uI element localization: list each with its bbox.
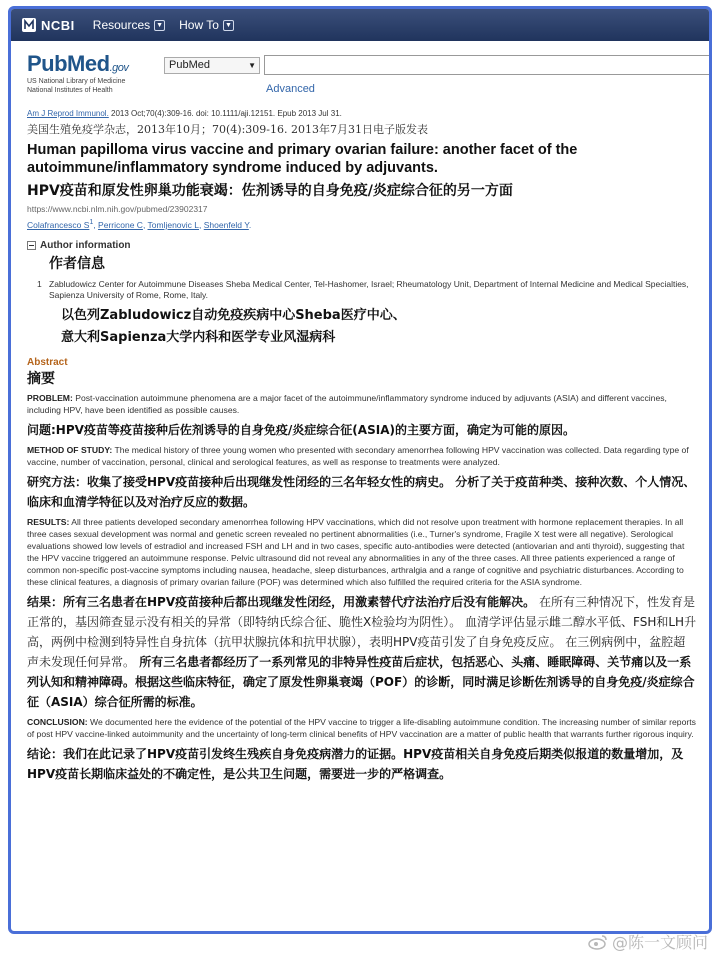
chevron-down-icon: ▼ (223, 20, 234, 31)
author-link[interactable]: Tomljenovic L (147, 219, 200, 230)
results-translation-bold: 所有三名患者都经历了一系列常见的非特异性疫苗后症状，包括恶心、头痛、睡眠障碍、关节痛以及一系列认知和精神障碍。根据这些临床特征，确定了原发性卵巢衰竭（POF）的诊断，同时满足诊断佐剂诱导的自身免疫/炎症综合征（ASIA）综合征所需的标准。 (27, 654, 695, 709)
ncbi-logo-icon (21, 17, 37, 33)
watermark-text: @陈一文顾问 (611, 933, 708, 952)
database-select-value: PubMed (169, 59, 210, 71)
resources-menu[interactable] (93, 18, 165, 32)
author-link[interactable]: Perricone C (98, 219, 143, 230)
author-link[interactable]: Colafrancesco S (27, 219, 90, 230)
affiliation-translation (61, 305, 697, 349)
affiliation-number: 1 (37, 278, 42, 289)
problem-text: Post-vaccination autoimmune phenomena are a major facet of the autoimmune/inflammatory syndrome induced by adjuvants (ASIA) and different vaccines, including HPV, have been identified as possible causes. (27, 392, 667, 415)
results-text: All three patients developed secondary amenorrhea following HPV vaccinations, which did not resolve upon treatment with hormone replacement therapies. In all three cases sexual development was normal and genetic screen revealed no pertinent abnormalities (i.e., Turner's syndrome, Fragile X test were all negative). Serological evaluations showed low levels of estradiol and increased FSH and LH and in two cases, specific auto-antibodies were detected (antiovarian and anti thyroid), suggesting that the HPV vaccine triggered an autoimmune response. Pelvic ultrasound did not reveal any abnormalities in any of the three cases. All three patients experienced a range of common non-specific post-vaccine symptoms including nausea, headache, sleep disturbances, arthralgia and a range of cognitive and psychiatric disturbances. According to these clinical features, a diagnosis of primary ovarian failure (POF) was determined which also fulfilled the required criteria for the ASIA syndrome. (27, 516, 685, 587)
results-label: RESULTS: (27, 516, 70, 527)
results-paragraph (27, 516, 697, 588)
article-title: Human papilloma virus vaccine and primary ovarian failure: another facet of the autoimmune/inflammatory syndrome induced by adjuvants. (27, 142, 578, 176)
author-link[interactable]: Shoenfeld Y (203, 219, 249, 230)
affiliation-translation-line: 以色列Zabludowicz自动免疫疾病中心Sheba医疗中心、 (61, 307, 406, 323)
author-information-translation: 作者信息 (49, 255, 105, 272)
author-affiliation-marker: 1 (89, 218, 94, 226)
collapse-icon (27, 241, 36, 250)
problem-paragraph (27, 392, 697, 416)
affiliation (27, 279, 697, 301)
affiliation-translation-line: 意大利Sapienza大学内科和医学专业风湿病科 (61, 329, 336, 345)
nih-label: National Institutes of Health (27, 87, 113, 94)
article-content (27, 109, 697, 784)
advanced-search-link[interactable]: Advanced (266, 83, 315, 95)
results-translation (27, 592, 697, 712)
citation (27, 109, 697, 118)
results-translation-bold: 结果：所有三名患者在HPV疫苗接种后都出现继发性闭经，用激素替代疗法治疗后没有能解决。 (27, 594, 536, 609)
weibo-watermark (588, 930, 708, 953)
ncbi-topbar (11, 9, 709, 41)
problem-translation: 问题:HPV疫苗等疫苗接种后佐剂诱导的自身免疫/炎症综合征(ASIA)的主要方面，确定为可能的原因。 (27, 422, 575, 437)
article-url: https://www.ncbi.nlm.nih.gov/pubmed/23902317 (27, 204, 208, 214)
author-list: Colafrancesco $S^1$, Perricone C, Tomljenovic L, Shoenfeld Y. (27, 218, 252, 230)
database-select[interactable] (164, 57, 260, 74)
dropdown-arrow-icon: ▼ (248, 61, 256, 70)
conclusion-label: CONCLUSION: (27, 716, 88, 727)
method-label: METHOD OF STUDY: (27, 444, 113, 455)
screenshot-frame (8, 6, 712, 934)
method-paragraph (27, 444, 697, 468)
ncbi-home-link[interactable] (21, 17, 75, 33)
search-input[interactable] (264, 55, 712, 75)
citation-details: 2013 Oct;70(4):309-16. doi: 10.1111/aji.12151. Epub 2013 Jul 31. (108, 109, 342, 118)
conclusion-paragraph (27, 716, 697, 740)
weibo-icon (588, 934, 608, 950)
pubmed-logo[interactable] (27, 51, 128, 95)
pubmed-logo-suffix: .gov (109, 62, 129, 74)
conclusion-text: We documented here the evidence of the potential of the HPV vaccine to trigger a life-disabling autoimmune condition. The increasing number of similar reports of post HPV vaccine-linked autoimmunity and the uncertainty of long-term clinical benefits of HPV vaccination are a matter of public health that warrants further rigorous inquiry. (27, 716, 696, 739)
results-translation-normal: 在所有三种情况下，性发育是正常的，基因筛查显示没有相关的异常（即特纳氏综合征、脆性X检验均为阴性）。 血清学评估显示雌二醇水平低、FSH和LH升高，两例中检测到特异性自身抗体（抗甲状腺抗体和抗甲状腺），表明HPV疫苗引发了自身免疫反应。 在三例病例中，盆腔超声未发现任何异常。 (27, 594, 697, 669)
citation-translation: 美国生殖免疫学杂志，2013年10月；70(4):309-16. 2013年7月31日电子版发表 (27, 123, 428, 136)
method-text: The medical history of three young women who presented with secondary amenorrhea following HPV vaccination was collected. Data regarding type of vaccine, number of vaccination, personal, clinical and serological features, as well as response to treatments were analyzed. (27, 444, 689, 467)
how-to-menu[interactable] (179, 18, 234, 32)
resources-menu-label: Resources (92, 18, 151, 32)
conclusion-translation: 结论：我们在此记录了HPV疫苗引发终生残疾自身免疫病潜力的证据。HPV疫苗相关自身免疫后期类似报道的数量增加，及HPV疫苗长期临床益处的不确定性，是公共卫生问题，需要进一步的严格调查。 (27, 746, 684, 781)
journal-link[interactable]: Am J Reprod Immunol. (27, 109, 109, 118)
article-title-translation: HPV疫苗和原发性卵巢功能衰竭：佐剂诱导的自身免疫/炎症综合征的另一方面 (27, 183, 513, 199)
nlm-label: US National Library of Medicine (27, 78, 126, 85)
abstract-heading-translation: 摘要 (27, 370, 55, 387)
method-translation: 研究方法：收集了接受HPV疫苗接种后出现继发性闭经的三名年轻女性的病史。 分析了关于疫苗种类、接种次数、个人情况、临床和血清学特征以及对治疗反应的数据。 (27, 474, 696, 509)
pubmed-header (11, 41, 709, 101)
affiliation-text: Zabludowicz Center for Autoimmune Diseases Sheba Medical Center, Tel-Hashomer, Israel; Rheumatology Unit, Department of Internal Medicine and Medical Specialties, Sapienza University of Rome, Rome, Italy. (49, 278, 689, 300)
abstract-heading: Abstract (27, 356, 68, 368)
author-information-toggle[interactable] (27, 240, 697, 251)
problem-label: PROBLEM: (27, 392, 73, 403)
how-to-menu-label: How To (179, 18, 219, 32)
pubmed-logo-text: PubMed (27, 51, 110, 76)
chevron-down-icon: ▼ (154, 20, 165, 31)
ncbi-label: NCBI (41, 17, 75, 33)
author-information-label: Author information (40, 239, 131, 251)
